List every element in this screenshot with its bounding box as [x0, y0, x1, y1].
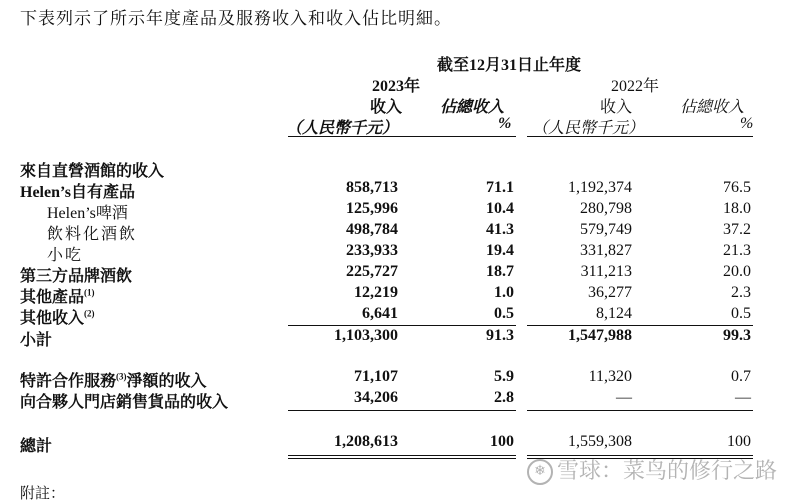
row-value-2023: 225,727 [346, 263, 398, 280]
row-pct-2023: 10.4 [486, 200, 514, 217]
row-pct-2022: 20.0 [723, 263, 751, 280]
row-label-wrap [20, 284, 95, 307]
row-value-2022: 11,320 [588, 368, 632, 385]
row-label: Helen’s自有產品 [20, 184, 135, 201]
row-label: 第三方品牌酒飲 [20, 268, 133, 285]
row-value-2023: 71,107 [354, 368, 398, 385]
col-unit-2023: （人民幣千元） [286, 120, 399, 137]
row-label-wrap [20, 305, 95, 328]
row-pct-2022: 100 [727, 433, 751, 450]
total-rule-2022 [527, 410, 753, 411]
row-value-2023: 1,103,300 [334, 327, 398, 344]
row-value-2023: 34,206 [354, 389, 398, 406]
footnote-heading: 附註： [20, 486, 66, 502]
row-value-2022: 579,749 [580, 221, 632, 238]
row-pct-2022: 18.0 [723, 200, 751, 217]
row-pct-2023: 41.3 [486, 221, 514, 238]
col-pct-2022: 佔總收入 [680, 99, 745, 116]
row-value-2022: 331,827 [580, 242, 632, 259]
row-pct-2022: 76.5 [723, 179, 751, 196]
row-value-2023: 6,641 [362, 305, 398, 322]
row-pct-2022: 37.2 [723, 221, 751, 238]
row-label: 向合夥人門店銷售貨品的收入 [20, 394, 229, 411]
row-value-2023: 1,208,613 [334, 433, 398, 450]
row-value-2022: 1,547,988 [568, 327, 632, 344]
footnote-ref: (3) [116, 371, 127, 382]
row-pct-2022: 99.3 [723, 327, 751, 344]
col-pct-unit-2022: % [740, 115, 754, 132]
row-label: 總計 [20, 438, 53, 455]
row-label: Helen’s啤酒 [47, 205, 128, 222]
row-value-2023: 858,713 [346, 179, 398, 196]
row-pct-2023: 1.0 [494, 284, 514, 301]
period-header: 截至12月31日止年度 [437, 57, 582, 74]
snowball-logo-icon: ❄ [527, 459, 553, 485]
col-revenue-2022: 收入 [600, 99, 633, 116]
subtotal-rule-2023 [288, 325, 516, 326]
row-label-wrap [20, 368, 207, 391]
row-label: 其他收入 [20, 310, 85, 327]
intro-text: 下表列示了所示年度產品及服務收入和收入佔比明細。 [20, 9, 452, 28]
row-label-cont: 淨額的收入 [126, 373, 207, 390]
year-2023: 2023年 [372, 78, 421, 95]
row-pct-2023: 5.9 [494, 368, 514, 385]
watermark-text: 雪球：菜鸟的修行之路 [557, 459, 778, 484]
row-pct-2023: 18.7 [486, 263, 514, 280]
row-label: 飲料化酒飲 [47, 226, 138, 243]
row-value-2023: 498,784 [346, 221, 398, 238]
row-value-2023: 125,996 [346, 200, 398, 217]
row-pct-2023: 2.8 [494, 389, 514, 406]
row-pct-2022: — [735, 389, 751, 406]
row-pct-2022: 21.3 [723, 242, 751, 259]
row-pct-2023: 0.5 [494, 305, 514, 322]
total-rule-2023 [288, 410, 516, 411]
row-label: 來自直營酒館的收入 [20, 163, 165, 180]
row-value-2023: 12,219 [354, 284, 398, 301]
watermark [527, 454, 777, 485]
row-pct-2023: 91.3 [486, 327, 514, 344]
grand-total-double-rule-2023 [288, 455, 516, 459]
header-rule-2022 [527, 136, 753, 137]
row-value-2022: — [616, 389, 632, 406]
footnote-ref: (2) [84, 308, 95, 319]
row-value-2023: 233,933 [346, 242, 398, 259]
col-pct-unit-2023: % [498, 115, 512, 132]
row-pct-2022: 2.3 [731, 284, 751, 301]
row-pct-2022: 0.7 [731, 368, 751, 385]
row-label: 小吃 [47, 247, 84, 264]
row-value-2022: 311,213 [580, 263, 632, 280]
row-pct-2023: 19.4 [486, 242, 514, 259]
subtotal-rule-2022 [527, 325, 753, 326]
row-pct-2023: 100 [490, 433, 514, 450]
row-value-2022: 8,124 [596, 305, 632, 322]
col-unit-2022: （人民幣千元） [532, 120, 645, 137]
row-value-2022: 1,559,308 [568, 433, 632, 450]
row-value-2022: 1,192,374 [568, 179, 632, 196]
header-rule-2023 [288, 136, 516, 137]
row-pct-2023: 71.1 [486, 179, 514, 196]
row-pct-2022: 0.5 [731, 305, 751, 322]
row-value-2022: 280,798 [580, 200, 632, 217]
col-revenue-2023: 收入 [370, 99, 403, 116]
footnote-ref: (1) [84, 287, 95, 298]
row-label: 特許合作服務 [20, 373, 117, 390]
row-label: 其他產品 [20, 289, 85, 306]
year-2022: 2022年 [611, 78, 660, 95]
row-label: 小計 [20, 332, 53, 349]
row-value-2022: 36,277 [588, 284, 632, 301]
col-pct-2023: 佔總收入 [440, 99, 505, 116]
